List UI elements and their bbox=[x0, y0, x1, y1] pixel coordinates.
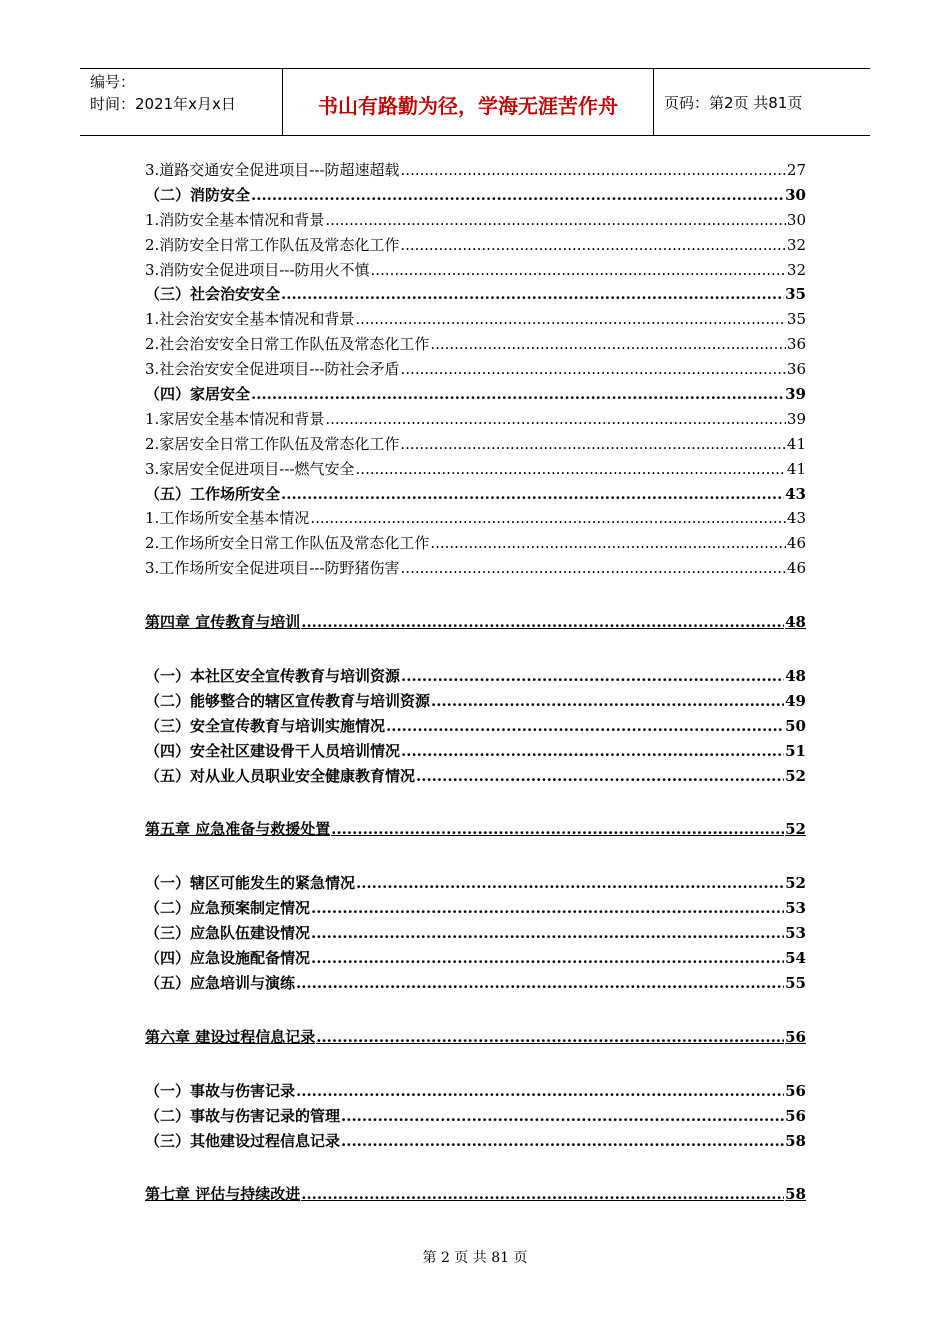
toc-entry-page: 58 bbox=[785, 1131, 806, 1150]
header-motto: 书山有路勤为径，学海无涯苦作舟 bbox=[283, 69, 654, 135]
page-header bbox=[80, 68, 870, 136]
toc-leader-dots bbox=[281, 485, 784, 503]
toc-entry[interactable] bbox=[145, 1105, 806, 1130]
toc-leader-dots bbox=[401, 667, 784, 685]
toc-entry[interactable] bbox=[145, 209, 806, 234]
toc-chapter-4-items bbox=[145, 665, 806, 789]
toc-entry-page: 30 bbox=[786, 210, 806, 229]
toc-entry-label: 3.道路交通安全促进项目---防超速超载 bbox=[145, 161, 400, 179]
toc-entry[interactable] bbox=[145, 234, 806, 259]
page-footer: 第 2 页 共 81 页 bbox=[422, 1250, 528, 1266]
toc-entry-label: （二）事故与伤害记录的管理 bbox=[145, 1106, 341, 1125]
toc-leader-dots bbox=[355, 310, 786, 328]
toc-leader-dots bbox=[401, 161, 786, 179]
toc-entry-label: （二）消防安全 bbox=[145, 185, 251, 204]
toc-entry-label: 1.家居安全基本情况和背景 bbox=[145, 409, 325, 428]
toc-entry-label: 3.消防安全促进项目---防用火不慎 bbox=[145, 260, 370, 279]
table-of-contents bbox=[145, 159, 806, 1208]
toc-leader-dots bbox=[341, 1132, 784, 1150]
toc-leader-dots bbox=[400, 435, 786, 453]
toc-entry-page: 35 bbox=[785, 285, 806, 304]
toc-entry-page: 56 bbox=[785, 1106, 806, 1125]
toc-entry[interactable] bbox=[145, 308, 806, 333]
toc-leader-dots bbox=[401, 559, 786, 577]
toc-entry-page: 35 bbox=[786, 310, 806, 329]
toc-leader-dots bbox=[400, 236, 786, 254]
toc-leader-dots bbox=[311, 924, 784, 942]
toc-entry[interactable] bbox=[145, 383, 806, 408]
toc-entry[interactable] bbox=[145, 765, 806, 790]
toc-entry-page: 32 bbox=[786, 260, 806, 279]
toc-entry[interactable] bbox=[145, 740, 806, 765]
toc-chapter-4[interactable]: 第四章 宣传教育与培训 ..... 48 bbox=[145, 611, 806, 636]
toc-entry[interactable] bbox=[145, 972, 806, 997]
toc-leader-dots bbox=[296, 1082, 784, 1100]
toc-entry[interactable] bbox=[145, 333, 806, 358]
toc-entry-page: 50 bbox=[785, 716, 806, 735]
toc-leader-dots bbox=[401, 360, 786, 378]
toc-entry-page: 53 bbox=[785, 899, 806, 918]
toc-entry-label: （四）应急设施配备情况 bbox=[145, 949, 311, 968]
toc-entry-label: （三）社会治安安全 bbox=[145, 285, 281, 304]
toc-leader-dots bbox=[430, 534, 786, 552]
toc-chapter-6[interactable]: 第六章 建设过程信息记录 ..... 56 bbox=[145, 1026, 806, 1051]
toc-chapter-5[interactable]: 第五章 应急准备与救援处置 ..... 52 bbox=[145, 818, 806, 843]
toc-entry-page: 39 bbox=[786, 409, 806, 428]
toc-entry-label: 2.社会治安安全日常工作队伍及常态化工作 bbox=[145, 335, 430, 354]
toc-entry[interactable] bbox=[145, 159, 806, 184]
toc-leader-dots bbox=[325, 410, 786, 428]
toc-chapter-5-items bbox=[145, 872, 806, 996]
toc-leader-dots bbox=[430, 335, 786, 353]
toc-entry-page: 43 bbox=[786, 509, 806, 528]
toc-entry-page: 27 bbox=[786, 161, 806, 179]
toc-entry[interactable] bbox=[145, 1130, 806, 1155]
number-label: 编号： bbox=[90, 73, 136, 91]
toc-entry-label: 3.工作场所安全促进项目---防野猪伤害 bbox=[145, 559, 400, 578]
toc-entry-label: （五）对从业人员职业安全健康教育情况 bbox=[145, 766, 416, 785]
toc-entry[interactable] bbox=[145, 532, 806, 557]
toc-leader-dots bbox=[251, 385, 784, 403]
toc-entry-page: 41 bbox=[786, 459, 806, 478]
toc-entry-page: 52 bbox=[785, 874, 806, 893]
toc-entry[interactable] bbox=[145, 1080, 806, 1105]
toc-chapter-7[interactable]: 第七章 评估与持续改进 ..... 58 bbox=[145, 1183, 806, 1208]
toc-entry-label: 3.社会治安安全促进项目---防社会矛盾 bbox=[145, 360, 400, 379]
toc-entry-page: 48 bbox=[785, 667, 806, 686]
toc-entry-page: 39 bbox=[785, 385, 806, 404]
toc-entry-label: 2.工作场所安全日常工作队伍及常态化工作 bbox=[145, 534, 430, 553]
toc-entry[interactable] bbox=[145, 408, 806, 433]
toc-entry[interactable] bbox=[145, 922, 806, 947]
toc-entry-label: 3.家居安全促进项目---燃气安全 bbox=[145, 459, 355, 478]
toc-entry[interactable] bbox=[145, 872, 806, 897]
toc-chapter-6-items bbox=[145, 1080, 806, 1155]
toc-entry[interactable] bbox=[145, 557, 806, 582]
toc-entry[interactable] bbox=[145, 507, 806, 532]
toc-entry-label: （一）本社区安全宣传教育与培训资源 bbox=[145, 667, 401, 686]
toc-leader-dots bbox=[386, 717, 784, 735]
toc-entry[interactable] bbox=[145, 483, 806, 508]
toc-entry-page: 46 bbox=[786, 559, 806, 578]
toc-entry-page: 36 bbox=[786, 360, 806, 379]
toc-entry-label: （四）家居安全 bbox=[145, 385, 251, 404]
toc-entry-label: （二）应急预案制定情况 bbox=[145, 899, 311, 918]
header-page-info: 页码：第2页 共81页 bbox=[664, 93, 803, 112]
toc-leader-dots bbox=[311, 899, 784, 917]
toc-entry[interactable] bbox=[145, 283, 806, 308]
toc-entry-label: 1.社会治安安全基本情况和背景 bbox=[145, 310, 355, 329]
toc-entry-label: 2.消防安全日常工作队伍及常态化工作 bbox=[145, 235, 400, 254]
toc-entry-label: （三）应急队伍建设情况 bbox=[145, 924, 311, 943]
toc-leader-dots bbox=[251, 186, 784, 204]
toc-entry-page: 32 bbox=[786, 235, 806, 254]
toc-leader-dots bbox=[401, 742, 784, 760]
toc-entry-label: （五）工作场所安全 bbox=[145, 484, 281, 503]
toc-entry[interactable] bbox=[145, 690, 806, 715]
toc-entry-page: 30 bbox=[785, 185, 806, 204]
toc-entry-page: 41 bbox=[786, 434, 806, 453]
toc-entry-label: （二）能够整合的辖区宣传教育与培训资源 bbox=[145, 691, 431, 710]
toc-leader-dots bbox=[356, 460, 786, 478]
toc-leader-dots bbox=[310, 509, 786, 527]
toc-entry-label: （三）安全宣传教育与培训实施情况 bbox=[145, 716, 386, 735]
toc-entry-label: 1.工作场所安全基本情况 bbox=[145, 509, 310, 528]
toc-entry-page: 55 bbox=[785, 973, 806, 992]
toc-entry-page: 49 bbox=[785, 691, 806, 710]
toc-entry[interactable] bbox=[145, 184, 806, 209]
toc-entry[interactable] bbox=[145, 897, 806, 922]
toc-entry[interactable] bbox=[145, 358, 806, 383]
toc-entry-label: （四）安全社区建设骨干人员培训情况 bbox=[145, 741, 401, 760]
toc-entry-page: 36 bbox=[786, 335, 806, 354]
toc-leader-dots bbox=[416, 767, 784, 785]
toc-entry-page: 54 bbox=[785, 949, 806, 968]
toc-entry[interactable] bbox=[145, 947, 806, 972]
toc-entry-page: 43 bbox=[785, 484, 806, 503]
toc-entry-page: 52 bbox=[785, 766, 806, 785]
toc-entry-label: 1.消防安全基本情况和背景 bbox=[145, 210, 325, 229]
toc-entry-page: 56 bbox=[785, 1081, 806, 1100]
toc-section-group-a bbox=[145, 159, 806, 582]
toc-entry-page: 51 bbox=[785, 741, 806, 760]
toc-entry[interactable] bbox=[145, 458, 806, 483]
toc-entry[interactable] bbox=[145, 715, 806, 740]
toc-leader-dots bbox=[281, 285, 784, 303]
toc-entry-label: （一）事故与伤害记录 bbox=[145, 1081, 296, 1100]
toc-leader-dots bbox=[341, 1107, 784, 1125]
toc-entry[interactable] bbox=[145, 259, 806, 284]
time-label: 时间：2021年x月x日 bbox=[90, 95, 236, 113]
toc-entry-label: 2.家居安全日常工作队伍及常态化工作 bbox=[145, 434, 400, 453]
toc-entry-label: （三）其他建设过程信息记录 bbox=[145, 1131, 341, 1150]
toc-entry[interactable] bbox=[145, 433, 806, 458]
toc-leader-dots bbox=[311, 949, 784, 967]
toc-leader-dots bbox=[371, 261, 786, 279]
toc-leader-dots bbox=[431, 692, 784, 710]
toc-leader-dots bbox=[296, 974, 784, 992]
toc-leader-dots bbox=[325, 211, 786, 229]
toc-entry-label: （五）应急培训与演练 bbox=[145, 973, 296, 992]
toc-leader-dots bbox=[356, 874, 784, 892]
toc-entry-page: 46 bbox=[786, 534, 806, 553]
toc-entry[interactable] bbox=[145, 665, 806, 690]
toc-entry-page: 53 bbox=[785, 924, 806, 943]
header-meta bbox=[80, 69, 283, 135]
toc-entry-label: （一）辖区可能发生的紧急情况 bbox=[145, 874, 356, 893]
